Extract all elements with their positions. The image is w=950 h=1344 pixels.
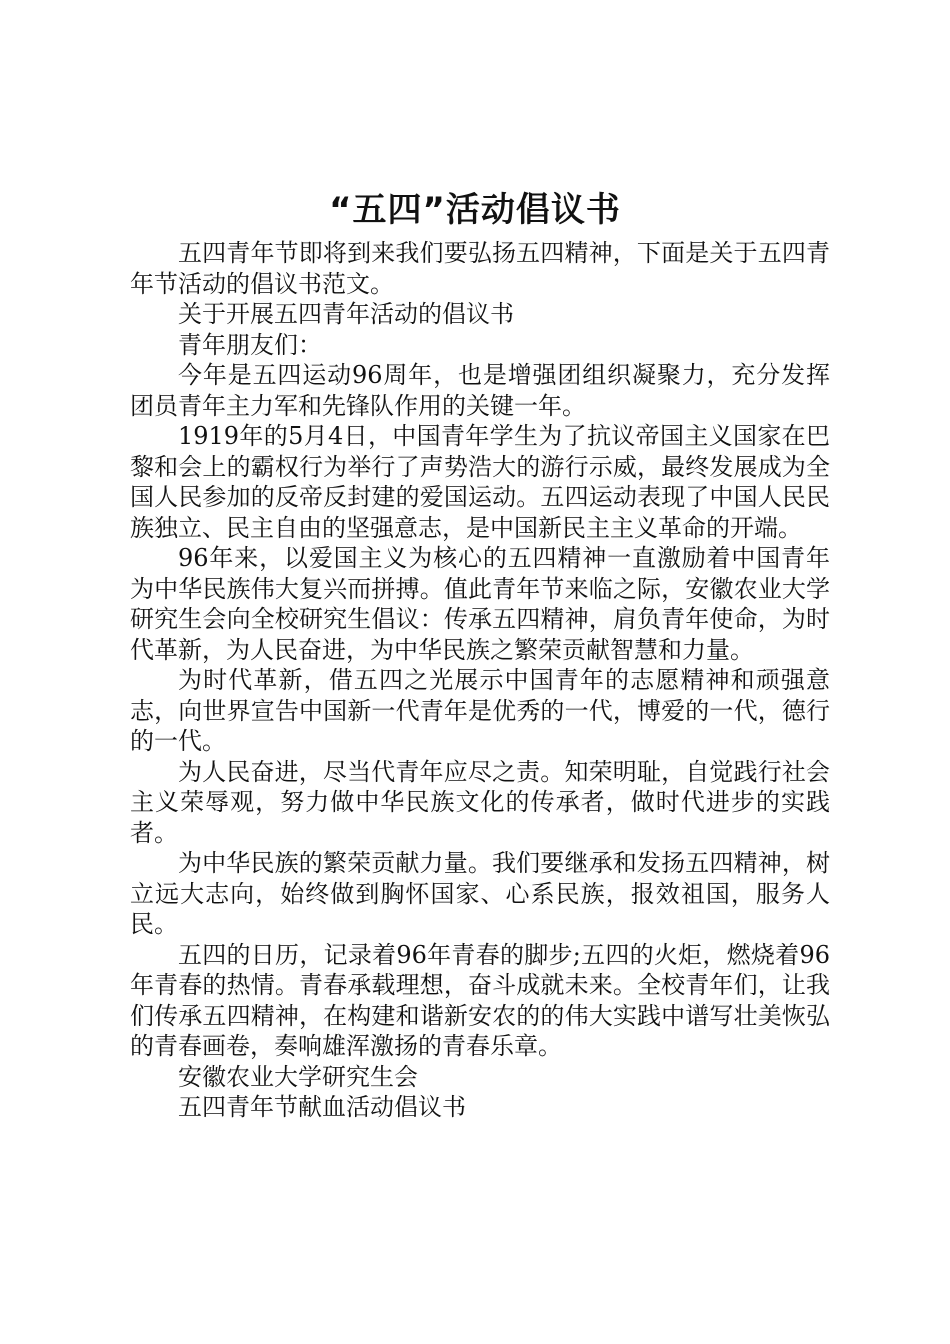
paragraph-salutation: 青年朋友们： <box>178 330 322 359</box>
paragraph-people-striving: 为人民奋进，尽当代青年应尽之责。知荣明耻，自觉践行社会主义荣辱观，努力做中华民族文化的传承者，做时代进步的实践者。 <box>130 757 830 847</box>
paragraph-next-heading: 五四青年节献血活动倡议书 <box>178 1093 466 1121</box>
paragraph-history: 1919年的5月4日，中国青年学生为了抗议帝国主义国家在巴黎和会上的霸权行为举行了声势浩大的游行示威，最终发展成为全国人民参加的反帝反封建的爱国运动。五四运动表现了中国人民民族独立、民主自由的坚强意志，是中国新民主主义革命的开端。 <box>130 422 830 542</box>
document-body <box>130 238 830 1123</box>
paragraph-intro: 五四青年节即将到来我们要弘扬五四精神，下面是关于五四青年节活动的倡议书范文。 <box>130 239 830 298</box>
paragraph-nation-prosperity: 为中华民族的繁荣贡献力量。我们要继承和发扬五四精神，树立远大志向，始终做到胸怀国家、心系民族，报效祖国，服务人民。 <box>130 849 830 938</box>
paragraph-initiative: 96年来，以爱国主义为核心的五四精神一直激励着中国青年为中华民族伟大复兴而拼搏。值此青年节来临之际，安徽农业大学研究生会向全校研究生倡议：传承五四精神，肩负青年使命，为时代革新，为人民奋进，为中华民族之繁荣贡献智慧和力量。 <box>130 544 830 664</box>
document-title: “五四”活动倡议书 <box>329 190 621 230</box>
paragraph-closing: 五四的日历，记录着96年青春的脚步;五四的火炬，燃烧着96年青春的热情。青春承载理想，奋斗成就未来。全校青年们，让我们传承五四精神，在构建和谐新安农的的伟大实践中谱写壮美恢弘的青春画卷，奏响雄浑激扬的青春乐章。 <box>130 940 830 1060</box>
paragraph-era-innovation: 为时代革新，借五四之光展示中国青年的志愿精神和顽强意志，向世界宣告中国新一代青年是优秀的一代，博爱的一代，德行的一代。 <box>130 666 830 755</box>
paragraph-subtitle: 关于开展五四青年活动的倡议书 <box>178 300 514 328</box>
paragraph-anniversary: 今年是五四运动96周年，也是增强团组织凝聚力，充分发挥团员青年主力军和先锋队作用的关键一年。 <box>130 361 830 420</box>
paragraph-signature: 安徽农业大学研究生会 <box>178 1062 418 1091</box>
